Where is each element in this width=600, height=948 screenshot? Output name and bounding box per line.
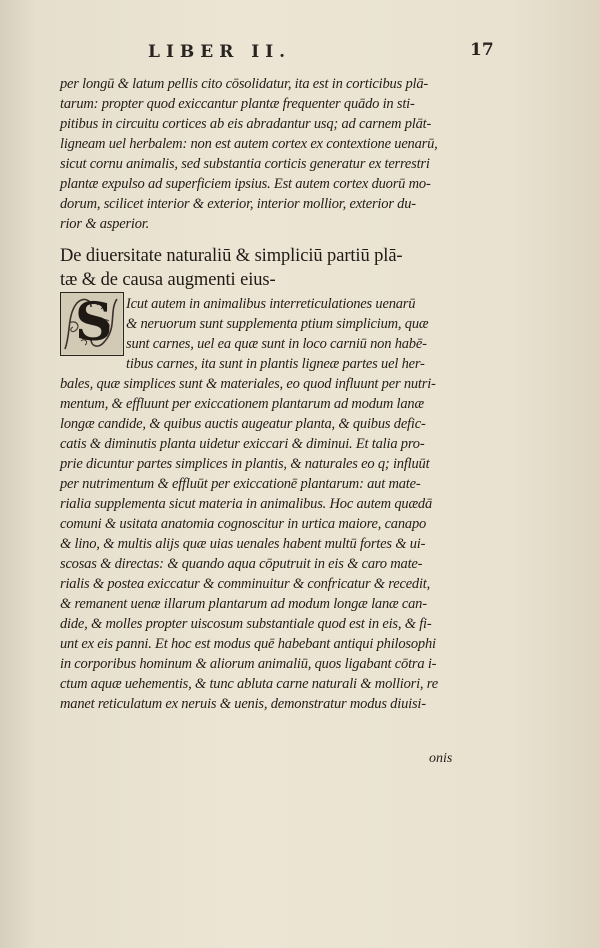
initial-letter: S (75, 292, 113, 353)
text-line: tarum: propter quod exiccantur plantæ frequenter quādo in sti- (60, 96, 415, 112)
text-line: dorum, scilicet interior & exterior, interior mollior, exterior du- (60, 196, 416, 212)
text-line: comuni & usitata anatomia cognoscitur in urtica maiore, canapo (60, 516, 427, 532)
text-line: prie dicuntur partes simplices in plantis, & naturales eo q; influūt (60, 456, 430, 472)
text-line: rialia supplementa sicut materia in animalibus. Hoc autem quædā (60, 496, 433, 512)
text-line: plantæ expulso ad superficiem ipsius. Est autem cortex duorū mo- (60, 176, 431, 192)
page-number: 17 (470, 40, 494, 60)
text-line: manet reticulatum ex neruis & uenis, demonstratur modus diuisi- (60, 696, 426, 712)
text-line: in corporibus hominum & aliorum animaliū, quos ligabant cōtra i- (60, 656, 437, 672)
text-line: rior & asperior. (60, 216, 150, 232)
text-line: catis & diminutis planta uidetur exiccari & diminui. Et talia pro- (60, 436, 425, 452)
heading-line: De diuersitate naturaliū & simpliciū partiū plā- (60, 246, 403, 266)
decorated-initial (60, 292, 124, 356)
running-head: LIBER II. (148, 42, 292, 62)
text-line: per nutrimentum & effluūt per exiccationē plantarum: aut mate- (60, 476, 421, 492)
text-line: & neruorum sunt supplementa ptium simplicium, quæ (126, 316, 429, 332)
catchword: onis (429, 751, 453, 766)
text-line: unt ex eis panni. Et hoc est modus quē habebant antiqui philosophi (60, 636, 436, 652)
text-line: tibus carnes, ita sunt in plantis ligneæ partes uel her- (126, 356, 425, 372)
text-line: rialis & postea exiccatur & comminuitur & confricatur & recedit, (60, 576, 431, 592)
text-line: & lino, & multis alijs quæ uias uenales habent multū fortes & ui- (60, 536, 426, 552)
text-line: per longū & latum pellis cito cōsolidatur, ita est in corticibus plā- (60, 76, 429, 92)
text-line: ctum aquæ uehementis, & tunc abluta carne naturali & molliori, re (60, 676, 438, 692)
text-line: bales, quæ simplices sunt & materiales, eo quod influunt per nutri- (60, 376, 436, 392)
heading-line: tæ & de causa augmenti eius- (60, 270, 276, 290)
text-line: Icut autem in animalibus interreticulationes uenarū (126, 296, 416, 312)
text-line: dide, & molles propter uiscosum substantiale quod est in eis, & fi- (60, 616, 432, 632)
text-line: longæ candide, & quibus auctis augeatur planta, & quibus defic- (60, 416, 426, 432)
text-line: pitibus in circuitu cortices ab eis abradantur usq; ad carnem plāt- (60, 116, 432, 132)
page-header (0, 42, 600, 66)
text-line: scosas & directas: & quando aqua cōputruit in eis & caro mate- (60, 556, 423, 572)
text-line: mentum, & effluunt per exiccationem plantarum ad modum lanæ (60, 396, 424, 412)
text-line: ligneam uel herbalem: non est autem cortex ex contextione uenarū, (60, 136, 438, 152)
text-line: sicut cornu animalis, sed substantia corticis generatur ex terrestri (60, 156, 430, 172)
text-line: sunt carnes, uel ea quæ sunt in loco carniū non habē- (126, 336, 427, 352)
text-line: & remanent uenæ illarum plantarum ad modum longæ lanæ can- (60, 596, 427, 612)
